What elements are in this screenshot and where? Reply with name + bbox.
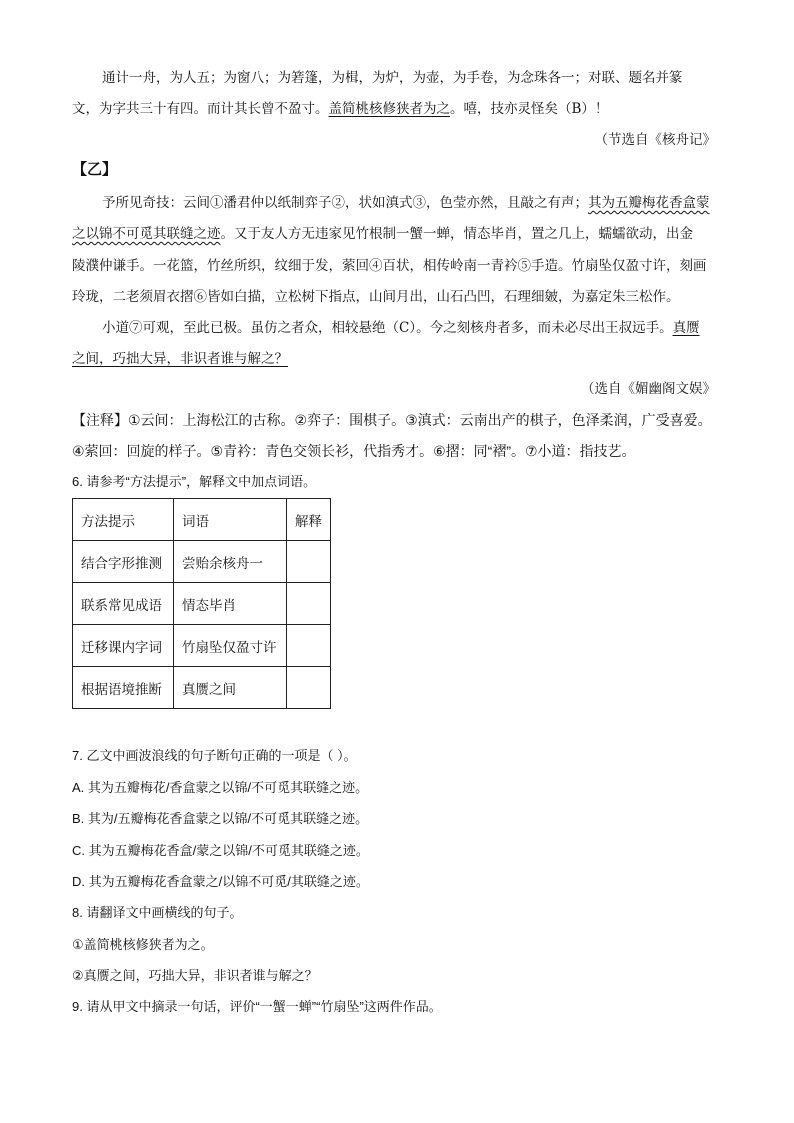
table-row — [73, 625, 331, 667]
table-header-row — [73, 499, 331, 541]
term-cell: 竹扇坠仅盈寸许 — [174, 625, 287, 667]
term-cell: 尝贻余核舟一 — [174, 541, 287, 583]
yi-underlined-sentence-part-2: 之间，巧拙大异，非识者谁与解之？ — [72, 351, 288, 367]
yi-heading: 【乙】 — [72, 161, 118, 178]
yi-p2-line-2 — [72, 349, 288, 369]
table-row — [73, 583, 331, 625]
method-cell: 根据语境推断 — [73, 667, 174, 709]
yi-underlined-sentence-part-1: 真赝 — [672, 320, 700, 336]
method-cell: 迁移课内字词 — [73, 625, 174, 667]
yi-p1-line-2 — [72, 224, 693, 244]
table-header-cell: 解释 — [287, 499, 331, 541]
term-cell: 情态毕肖 — [174, 583, 287, 625]
answer-cell[interactable] — [287, 667, 331, 709]
answer-cell[interactable] — [287, 625, 331, 667]
q8-item-1: ①盖简桃核修狭者为之。 — [72, 937, 214, 952]
jia-line-2 — [72, 99, 608, 119]
method-table — [72, 498, 331, 709]
yi-source: （选自《媚幽阁文娱》 — [581, 381, 716, 396]
jia-line-2-text-b: 。嘻，技亦灵怪矣（B）！ — [450, 101, 609, 117]
answer-cell[interactable] — [287, 541, 331, 583]
yi-wavy-sentence-part-1: 其为五瓣梅花香盒蒙 — [588, 195, 710, 211]
jia-line-2-text-a: 文，为字共三十有四。而计其长曾不盈寸。 — [72, 101, 329, 117]
table-header-cell: 词语 — [174, 499, 287, 541]
term-cell: 真赝之间 — [174, 667, 287, 709]
q6-stem: 6. 请参考“方法提示”，解释文中加点词语。 — [72, 474, 317, 489]
yi-p1-line-1 — [102, 193, 710, 213]
yi-p1-line-3: 陵濮仲谦手。一花篮，竹丝所织，纹细于发，萦回④百状，相传岭南一青衿⑤手造。竹扇坠仅盈寸许，刻画 — [72, 258, 707, 274]
method-cell: 联系常见成语 — [73, 583, 174, 625]
table-header-cell: 方法提示 — [73, 499, 174, 541]
answer-cell[interactable] — [287, 583, 331, 625]
yi-p1-line-1-text: 予所见奇技：云间①潘君仲以纸制弈子②，状如滇式③，色莹亦然，且敲之有声； — [102, 195, 588, 211]
q7-option-d[interactable]: D. 其为五瓣梅花香盒蒙之/以锦不可觅/其联缝之迹。 — [72, 874, 369, 889]
q8-stem: 8. 请翻译文中画横线的句子。 — [72, 905, 243, 920]
q8-item-2: ②真赝之间，巧拙大异，非识者谁与解之？ — [72, 968, 318, 983]
yi-wavy-sentence-part-2: 之以锦不可觅其联缝之迹 — [72, 226, 221, 242]
q9-stem: 9. 请从甲文中摘录一句话，评价“一蟹一蝉”“竹扇坠”这两件作品。 — [72, 999, 442, 1014]
jia-underlined-sentence: 盖简桃核修狭者为之 — [328, 101, 450, 117]
notes-line-2: ④萦回：回旋的样子。⑤青衿：青色交领长衫，代指秀才。⑥摺：同“褶”。⑦小道：指技艺。 — [72, 443, 636, 459]
yi-p1-line-4: 玲珑，二老须眉衣摺⑥皆如白描，立松树下指点，山间月出，山石凸凹，石理细皴，为嘉定朱三松作。 — [72, 289, 680, 305]
jia-line-1 — [102, 68, 683, 88]
jia-line-1-text: 通计一舟，为人五；为窗八；为箬篷，为楫，为炉，为壶，为手卷，为念珠各一；对联、题名并篆 — [102, 70, 683, 86]
jia-source: （节选自《核舟记》 — [594, 132, 716, 147]
q7-option-a[interactable]: A. 其为五瓣梅花/香盒蒙之以锦/不可觅其联缝之迹。 — [72, 780, 369, 795]
table-row — [73, 541, 331, 583]
q7-option-c[interactable]: C. 其为五瓣梅花香盒/蒙之以锦/不可觅其联缝之迹。 — [72, 843, 369, 858]
yi-p2-line-1 — [102, 318, 700, 338]
method-cell: 结合字形推测 — [73, 541, 174, 583]
table-row — [73, 667, 331, 709]
yi-p2-line-1-text: 小道⑦可观，至此已极。虽仿之者众，相较悬绝（C）。今之刻核舟者多，而未必尽出王叔远手。 — [102, 320, 673, 336]
q7-option-b[interactable]: B. 其为/五瓣梅花香盒蒙之以锦/不可觅其联缝之迹。 — [72, 811, 369, 826]
yi-p1-line-2-text: 。又于友人方无违家见竹根制一蟹一蝉，情态毕肖，置之几上，蠕蠕欲动，出金 — [220, 226, 693, 242]
notes-line-1: 【注释】①云间：上海松江的古称。②弈子：围棋子。③滇式：云南出产的棋子，色泽柔润，广受喜爱。 — [72, 412, 712, 428]
q7-stem: 7. 乙文中画波浪线的句子断句正确的一项是（ ）。 — [72, 748, 357, 763]
